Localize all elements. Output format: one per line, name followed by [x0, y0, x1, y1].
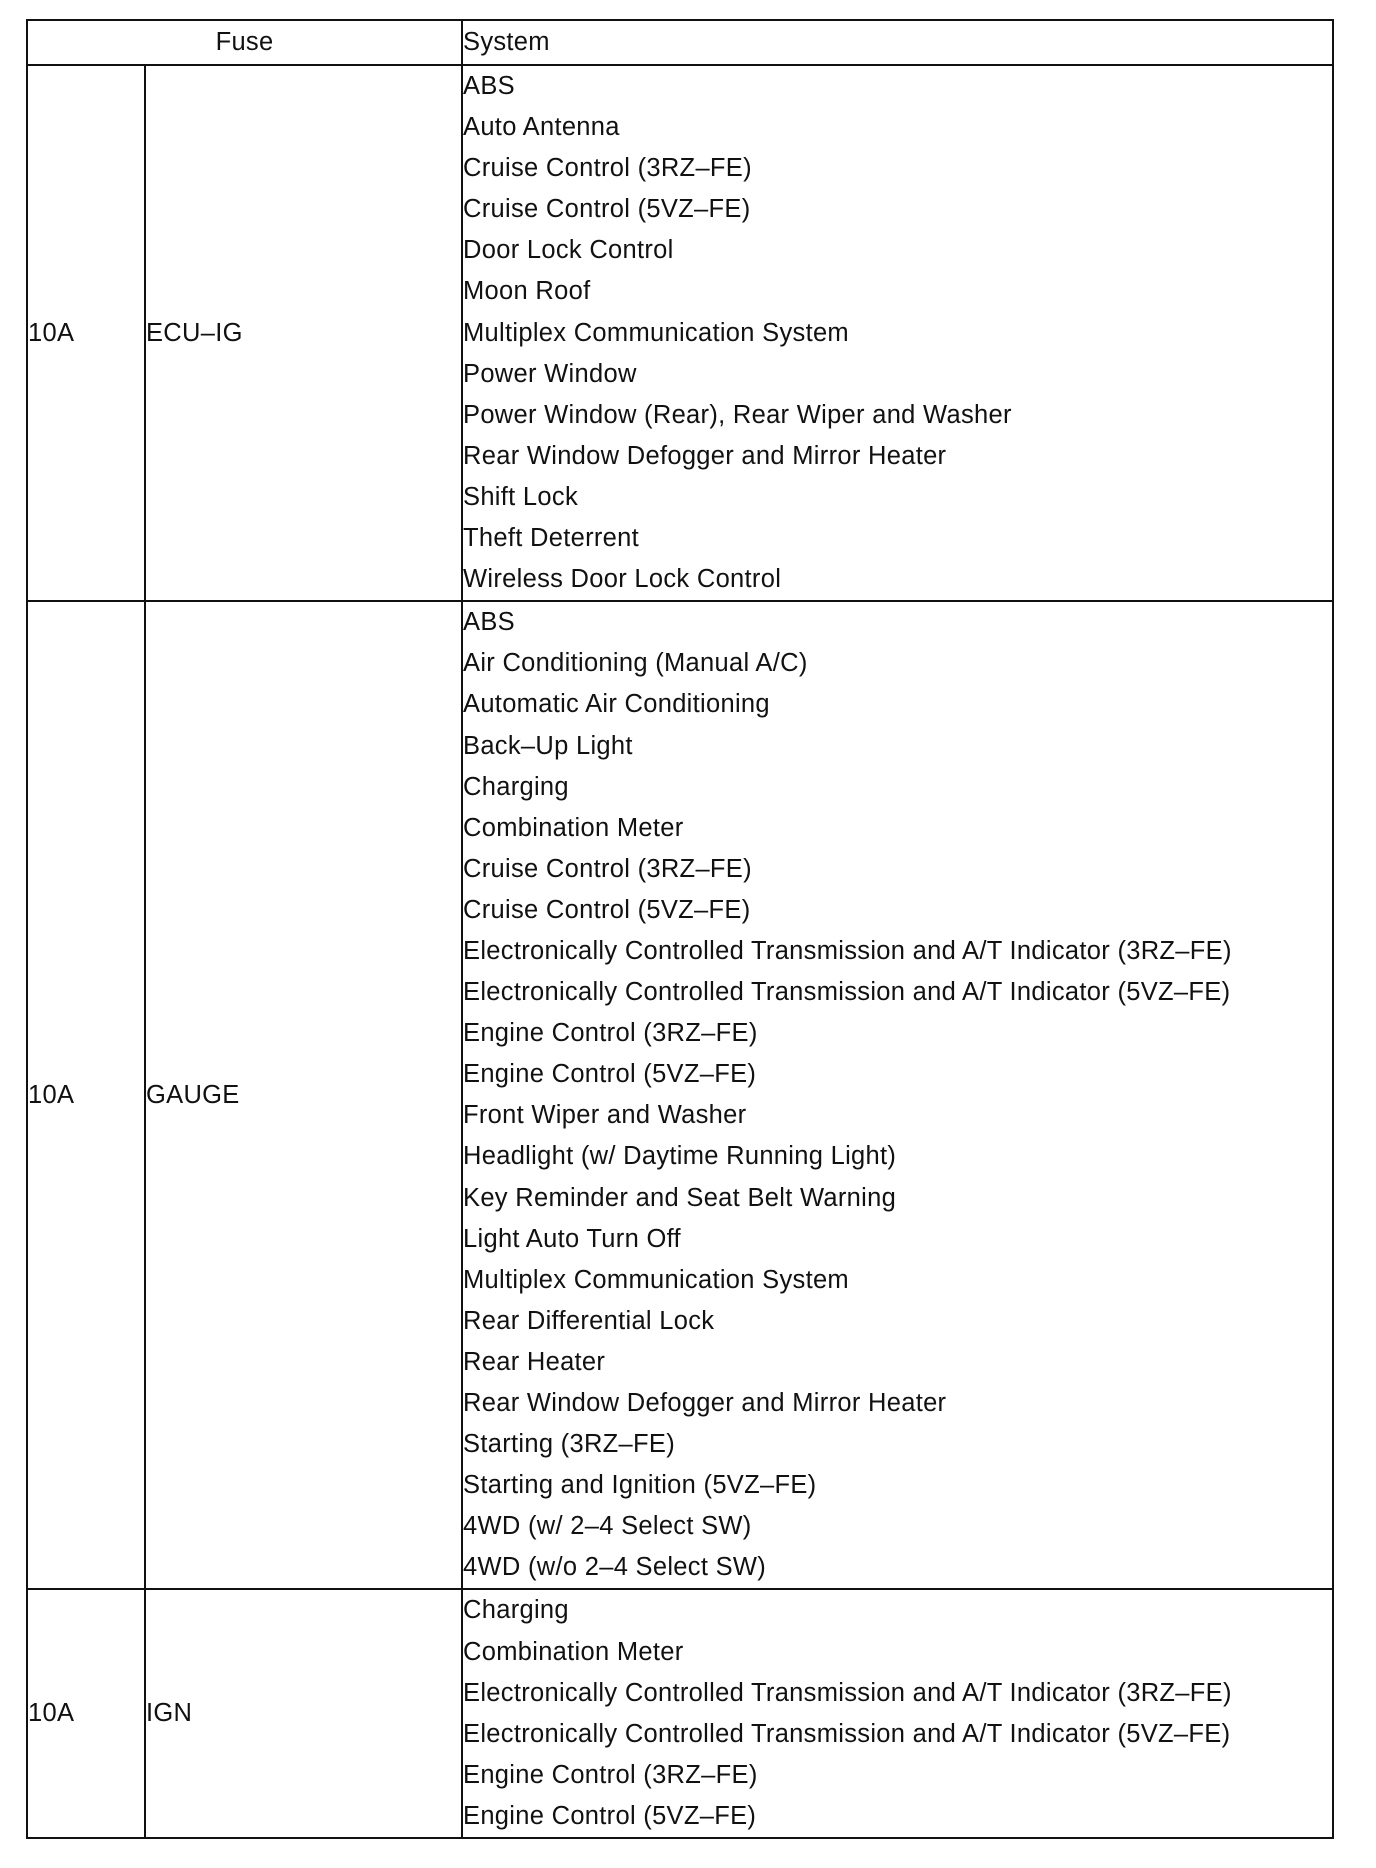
system-list-cell — [462, 601, 1333, 1589]
system-list — [463, 1590, 1332, 1837]
system-list-item: Back–Up Light — [463, 731, 633, 760]
system-list-item: Front Wiper and Washer — [463, 1101, 747, 1130]
system-list-item: Starting and Ignition (5VZ–FE) — [463, 1471, 817, 1500]
system-list-item: Combination Meter — [463, 1637, 684, 1666]
system-column-header: System — [462, 20, 1333, 65]
system-list-item: Auto Antenna — [463, 113, 620, 142]
fuse-row-ecu-ig — [27, 65, 1333, 601]
system-list-item: Power Window (Rear), Rear Wiper and Washer — [463, 400, 1012, 429]
fuse-system-table — [26, 19, 1334, 1839]
table-header-row — [27, 20, 1333, 65]
system-list-item: Combination Meter — [463, 813, 684, 842]
fuse-name: ECU–IG — [145, 65, 462, 601]
system-list-item: Light Auto Turn Off — [463, 1224, 681, 1253]
fuse-amperage: 10A — [27, 1589, 145, 1838]
system-list — [463, 602, 1332, 1588]
system-list-item: Key Reminder and Seat Belt Warning — [463, 1183, 897, 1212]
fuse-row-ign — [27, 1589, 1333, 1838]
system-list-item: Rear Heater — [463, 1347, 606, 1376]
system-list-item: Engine Control (3RZ–FE) — [463, 1019, 758, 1048]
fuse-row-gauge — [27, 601, 1333, 1589]
system-list-item: Automatic Air Conditioning — [463, 690, 770, 719]
system-list-item: Charging — [463, 1596, 569, 1625]
system-list-item: Theft Deterrent — [463, 524, 640, 553]
system-list-cell — [462, 1589, 1333, 1838]
system-list-item: Electronically Controlled Transmission and A/T Indicator (3RZ–FE) — [463, 936, 1232, 965]
system-list-item: Cruise Control (3RZ–FE) — [463, 154, 752, 183]
system-list-item: Wireless Door Lock Control — [463, 565, 782, 594]
system-list-item: Door Lock Control — [463, 236, 674, 265]
system-list-item: 4WD (w/ 2–4 Select SW) — [463, 1512, 752, 1541]
fuse-name: GAUGE — [145, 601, 462, 1589]
system-list — [463, 66, 1332, 600]
system-list-item: Multiplex Communication System — [463, 318, 849, 347]
system-list-item: Rear Window Defogger and Mirror Heater — [463, 1389, 947, 1417]
system-list-item: Rear Window Defogger and Mirror Heater — [463, 441, 947, 470]
system-list-item: Electronically Controlled Transmission and A/T Indicator (5VZ–FE) — [463, 1719, 1231, 1748]
system-list-item: Headlight (w/ Daytime Running Light) — [463, 1142, 897, 1171]
system-list-item: Cruise Control (5VZ–FE) — [463, 195, 751, 224]
system-list-item: 4WD (w/o 2–4 Select SW) — [463, 1553, 767, 1582]
system-list-item: Power Window — [463, 359, 637, 388]
system-list-item: Charging — [463, 772, 569, 801]
system-list-cell — [462, 65, 1333, 601]
system-list-item: Electronically Controlled Transmission and A/T Indicator (3RZ–FE) — [463, 1678, 1232, 1707]
fuse-table-body — [27, 65, 1333, 1838]
fuse-amperage: 10A — [27, 65, 145, 601]
system-list-item: Multiplex Communication System — [463, 1265, 849, 1294]
system-list-item: ABS — [463, 608, 515, 637]
system-list-item: Cruise Control (3RZ–FE) — [463, 854, 752, 883]
system-list-item: Moon Roof — [463, 277, 591, 306]
system-list-item: Shift Lock — [463, 482, 578, 511]
system-list-item: Electronically Controlled Transmission and A/T Indicator (5VZ–FE) — [463, 978, 1231, 1007]
system-list-item: Air Conditioning (Manual A/C) — [463, 649, 808, 678]
system-list-item: ABS — [463, 72, 515, 100]
system-list-item: Cruise Control (5VZ–FE) — [463, 895, 751, 924]
fuse-name: IGN — [145, 1589, 462, 1838]
system-list-item: Engine Control (5VZ–FE) — [463, 1060, 757, 1089]
system-list-item: Rear Differential Lock — [463, 1306, 715, 1335]
system-list-item: Engine Control (3RZ–FE) — [463, 1760, 758, 1789]
system-list-item: Engine Control (5VZ–FE) — [463, 1801, 757, 1830]
fuse-column-header: Fuse — [27, 20, 462, 65]
system-list-item: Starting (3RZ–FE) — [463, 1430, 676, 1459]
fuse-amperage: 10A — [27, 601, 145, 1589]
